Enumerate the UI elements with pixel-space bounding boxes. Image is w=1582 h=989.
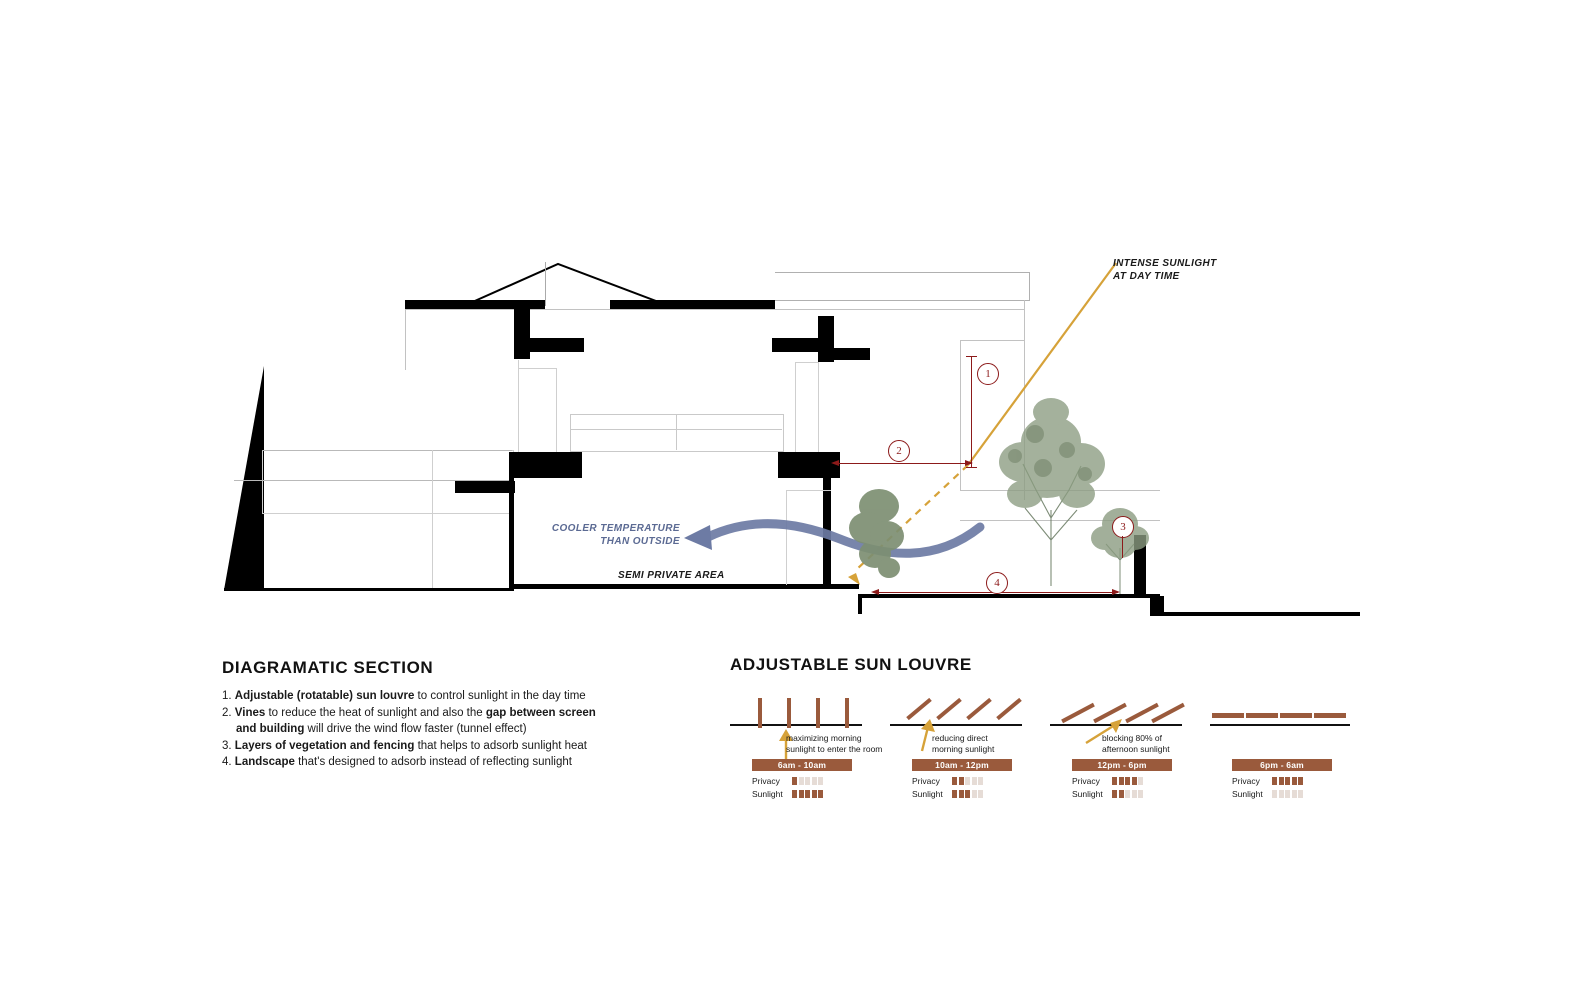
list-number: 2. <box>222 706 232 719</box>
retaining-wedge <box>224 366 264 590</box>
annotation-cooler-line1: COOLER TEMPERATURE <box>551 523 680 534</box>
left-low-divider <box>432 450 433 588</box>
privacy-pips-3 <box>1112 777 1143 785</box>
louvre-caption-3 <box>1102 733 1212 755</box>
floor-beam-left <box>512 452 582 478</box>
list-text: will drive the wind flow faster (tunnel effect) <box>304 723 527 735</box>
louvre-slat <box>966 698 992 720</box>
caption-line-1: maximizing morning <box>786 733 862 743</box>
callout-3: 3 <box>1112 516 1134 538</box>
sunlight-label-4: Sunlight <box>1232 789 1263 799</box>
wind-flow-arrow <box>670 505 990 575</box>
annotation-intense-sunlight-line1: INTENSE SUNLIGHT <box>1113 258 1217 269</box>
louvre-timebar-3: 12pm - 6pm <box>1072 759 1172 771</box>
louvre-slat <box>936 698 962 720</box>
interior-line-3 <box>518 368 556 369</box>
list-number: 3. <box>222 739 232 752</box>
louvre-slat <box>996 698 1022 720</box>
annotation-semi-private: SEMI PRIVATE AREA <box>618 570 725 581</box>
sunlight-label-1: Sunlight <box>752 789 783 799</box>
list-text: that's designed to adsorb instead of reflecting sunlight <box>294 756 572 768</box>
roof-ridge-line <box>545 262 546 306</box>
privacy-label-1: Privacy <box>752 776 780 786</box>
dimension-4-arrow-right <box>1112 589 1120 595</box>
interior-line-1 <box>518 360 519 452</box>
privacy-pips-2 <box>952 777 983 785</box>
interior-line-2 <box>556 368 557 452</box>
annotation-cooler-temperature <box>520 523 680 548</box>
furniture-block <box>570 414 784 452</box>
tree-small <box>1088 498 1152 598</box>
adjustable-sun-louvre-block <box>730 655 1370 815</box>
louvre-slat <box>758 698 762 728</box>
caption-line-2: afternoon sunlight <box>1102 744 1170 754</box>
sunlight-pips-1 <box>792 790 823 798</box>
louvre-rail-1 <box>730 724 862 726</box>
interior-line-6 <box>795 362 818 363</box>
list-item <box>222 754 652 771</box>
list-text: to reduce the heat of sunlight and also the <box>265 706 486 719</box>
sunlight-pips-4 <box>1272 790 1303 798</box>
louvre-slat <box>845 698 849 728</box>
louvre-slat <box>1246 713 1278 718</box>
ground-floor-slab <box>509 584 859 589</box>
sunlight-pips-3 <box>1112 790 1143 798</box>
privacy-pips-1 <box>792 777 823 785</box>
list-bold: Landscape <box>234 756 295 768</box>
interior-line-5 <box>818 362 819 452</box>
column-left-lower <box>509 452 514 588</box>
callout-2: 2 <box>888 440 910 462</box>
list-bold: Layers of vegetation and fencing <box>234 739 415 752</box>
interior-line-4 <box>795 362 796 452</box>
louvre-slat <box>1212 713 1244 718</box>
callout-1: 1 <box>977 363 999 385</box>
beam-left <box>514 338 584 352</box>
ground-line-right <box>1160 612 1360 616</box>
list-item <box>222 705 652 722</box>
annotation-intense-sunlight <box>1113 258 1217 283</box>
dimension-line-1 <box>971 356 972 468</box>
louvre-slat <box>787 698 791 728</box>
list-bold-2: gap between screen <box>485 706 596 719</box>
louvre-rail-4 <box>1210 724 1350 726</box>
furniture-split <box>676 414 677 450</box>
diagramatic-section-title: DIAGRAMATIC SECTION <box>222 658 434 677</box>
caption-line-2: sunlight to enter the room <box>786 744 883 754</box>
list-text: that helps to adsorb sunlight heat <box>414 739 587 752</box>
sunlight-pips-2 <box>952 790 983 798</box>
privacy-label-4: Privacy <box>1232 776 1260 786</box>
callout-4: 4 <box>986 572 1008 594</box>
louvre-caption-2 <box>932 733 1042 755</box>
dimension-tick-1-bottom <box>966 467 977 468</box>
sunlight-label-2: Sunlight <box>912 789 943 799</box>
vine-foliage <box>845 480 915 590</box>
caption-line-2: morning sunlight <box>932 744 995 754</box>
dimension-2-arrow-left <box>831 460 839 466</box>
left-low-roof <box>262 450 512 451</box>
caption-line-1: blocking 80% of <box>1102 733 1163 743</box>
list-item <box>222 688 652 705</box>
dimension-line-2 <box>836 463 972 464</box>
louvre-slat <box>1280 713 1312 718</box>
louvre-timebar-1: 6am - 10am <box>752 759 852 771</box>
sunlight-label-3: Sunlight <box>1072 789 1103 799</box>
list-bold: Adjustable (rotatable) sun louvre <box>234 690 415 702</box>
list-number: 1. <box>222 690 232 702</box>
louvre-slat <box>816 698 820 728</box>
annotation-cooler-line2: THAN OUTSIDE <box>600 535 680 547</box>
ground-line-left <box>224 588 514 591</box>
list-bold: and building <box>236 723 305 735</box>
dimension-4-arrow-left <box>871 589 879 595</box>
ground-step <box>1150 596 1164 616</box>
list-number: 4. <box>222 756 232 768</box>
upper-wall-left <box>405 310 406 370</box>
caption-line-1: reducing direct <box>932 733 988 743</box>
privacy-label-3: Privacy <box>1072 776 1100 786</box>
louvre-slat <box>1314 713 1346 718</box>
list-bold: Vines <box>234 706 266 719</box>
roof-pitch-icon <box>466 262 666 306</box>
dimension-2-arrow-right <box>965 460 973 466</box>
annotation-intense-sunlight-line2: AT DAY TIME <box>1113 270 1180 282</box>
louvre-timebar-4: 6pm - 6am <box>1232 759 1332 771</box>
louvre-caption-1 <box>786 733 906 755</box>
list-item <box>222 721 652 738</box>
diagramatic-section-block <box>222 658 652 771</box>
left-slab-edge <box>455 481 515 493</box>
louvre-timebar-2: 10am - 12pm <box>912 759 1012 771</box>
privacy-pips-4 <box>1272 777 1303 785</box>
list-item <box>222 738 652 755</box>
dimension-tick-1-top <box>966 356 977 357</box>
list-text: to control sunlight in the day time <box>414 690 586 702</box>
dimension-line-3 <box>1122 536 1123 558</box>
privacy-label-2: Privacy <box>912 776 940 786</box>
adjustable-sun-louvre-title: ADJUSTABLE SUN LOUVRE <box>730 655 972 674</box>
